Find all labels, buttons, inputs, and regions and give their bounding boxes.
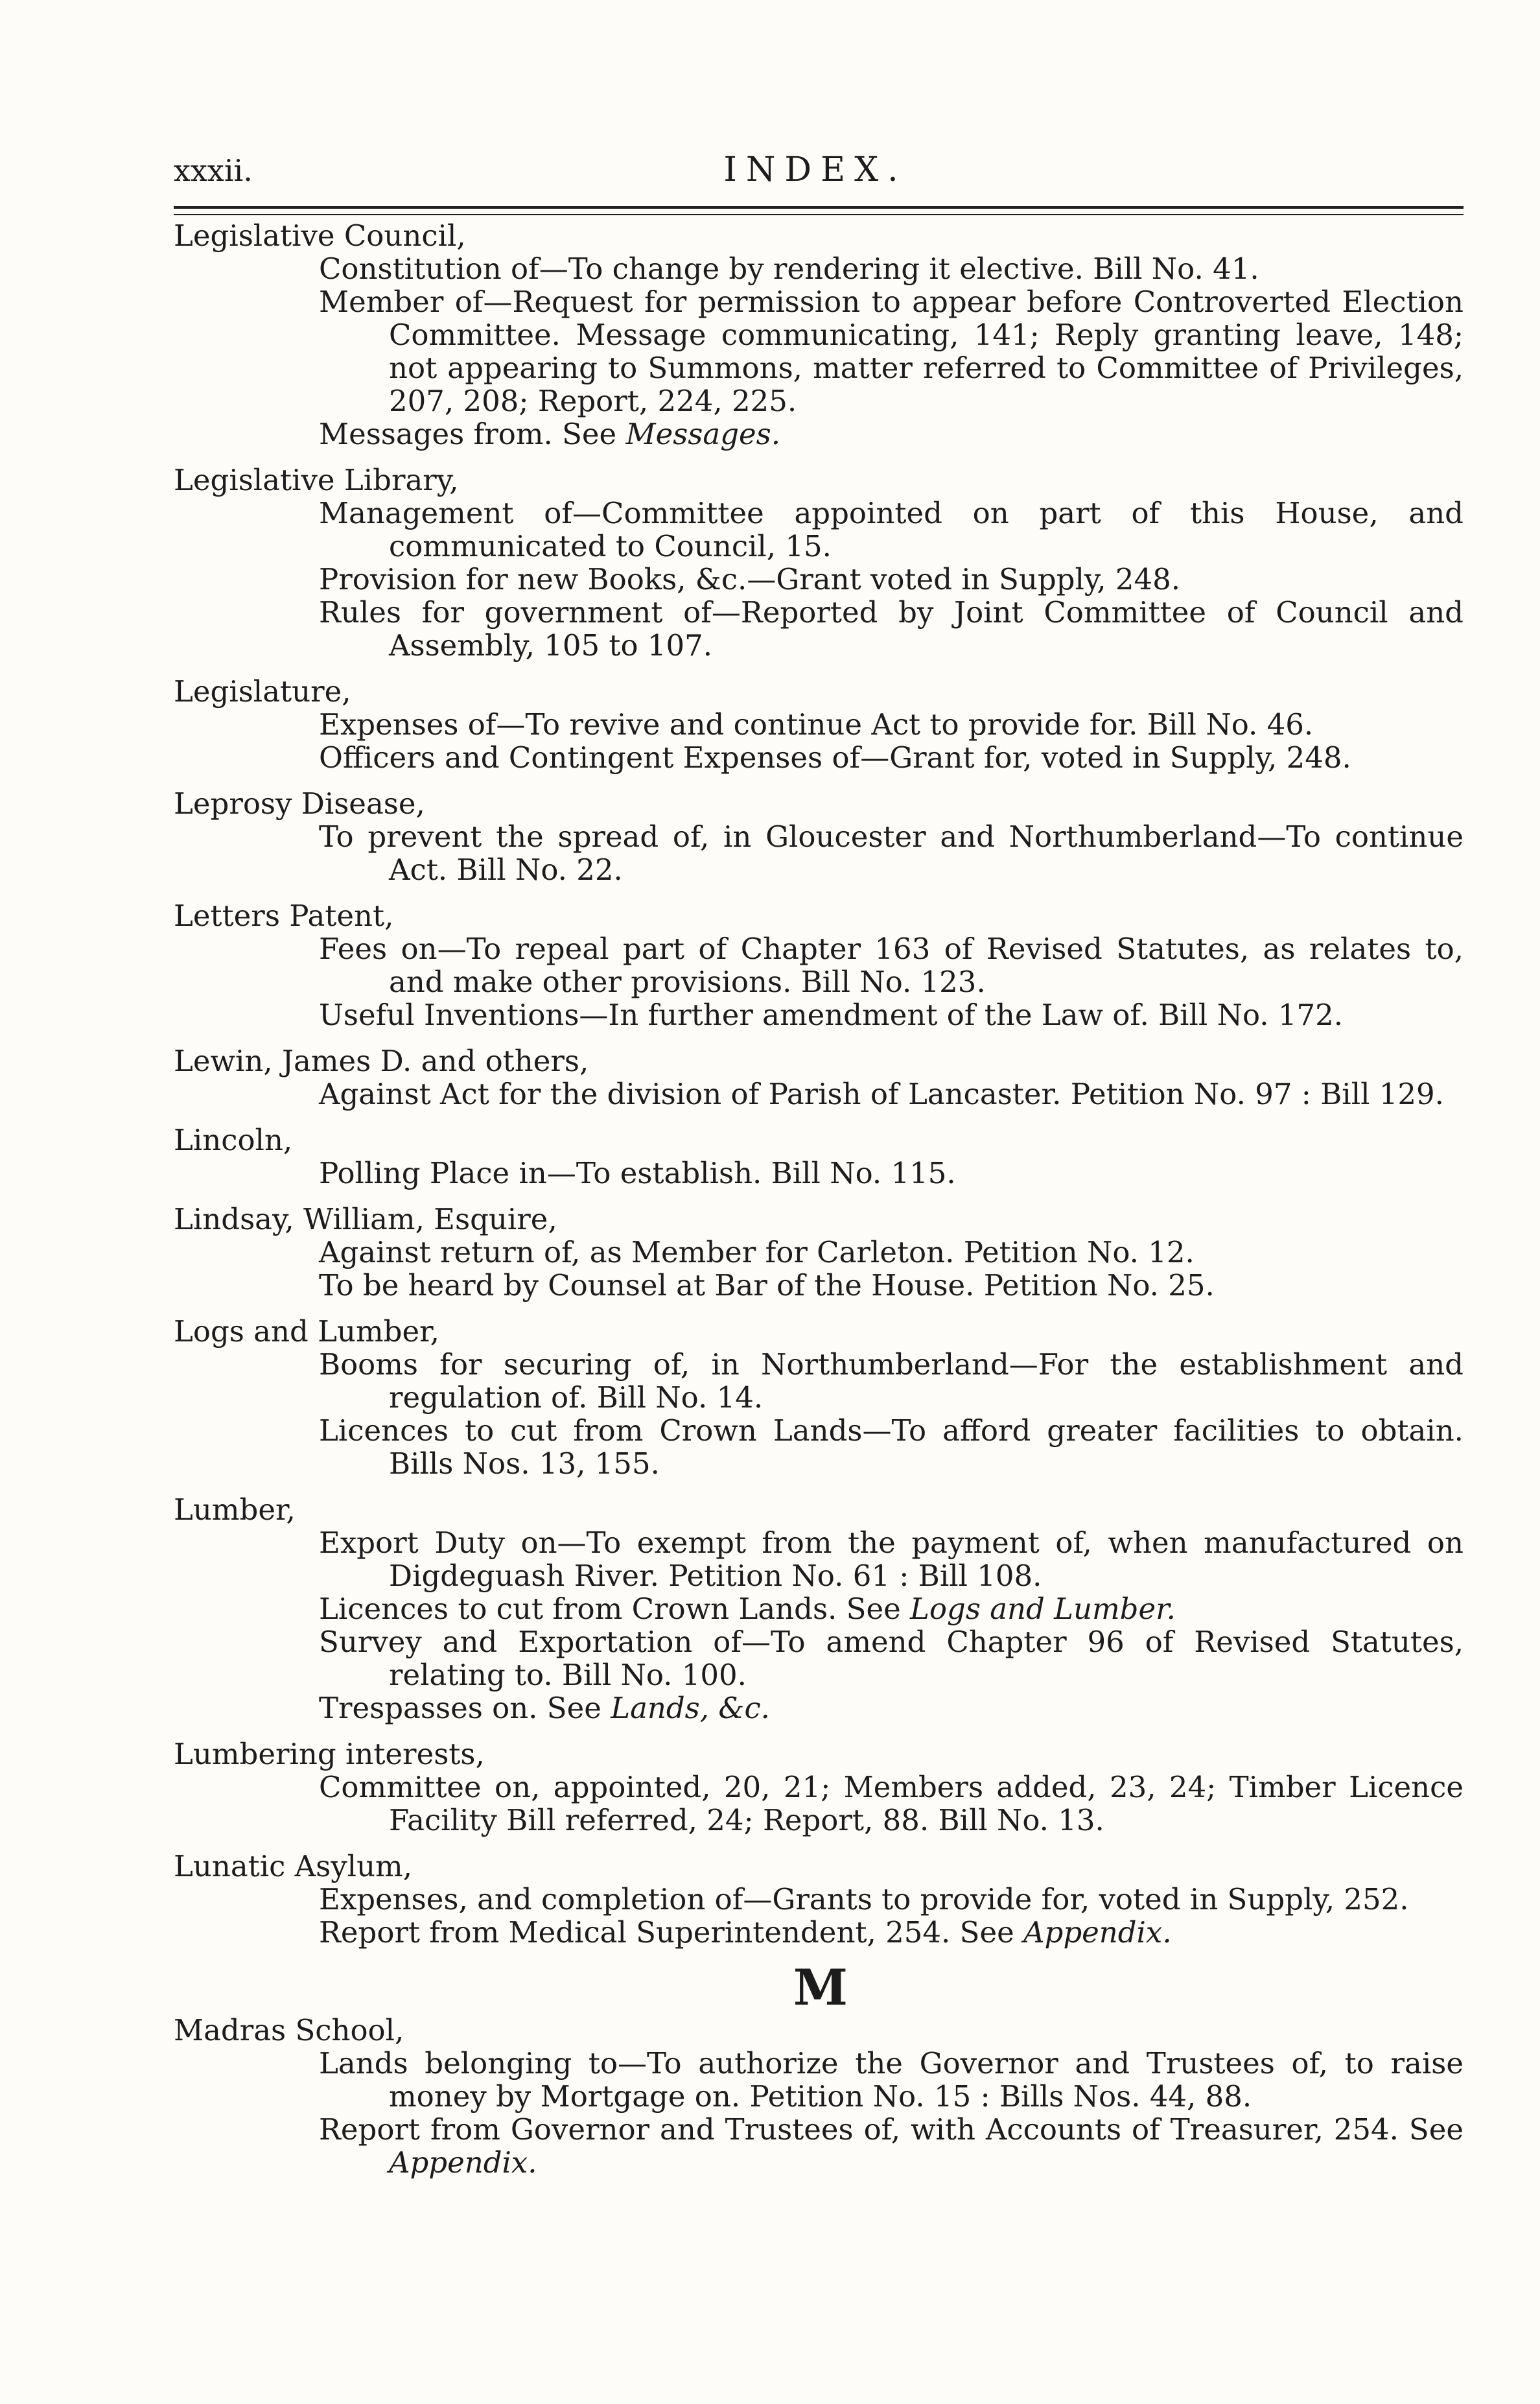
subheading-text: Trespasses on. See: [319, 1691, 611, 1725]
index-entries: [174, 219, 1464, 2192]
entry-heading: Leprosy Disease,: [174, 786, 425, 821]
subheading-text: Survey and Exportation of—To amend Chapter 96 of Revised Statutes, relating to. Bill No. 100.: [319, 1625, 1464, 1692]
entry-subheading: [319, 1883, 1464, 1916]
entry-heading: Lunatic Asylum,: [174, 1849, 413, 1883]
page-number: xxxii.: [174, 153, 253, 188]
subheading-text: Expenses, and completion of—Grants to provide for, voted in Supply, 252.: [319, 1882, 1409, 1916]
entry-heading: Legislative Council,: [174, 218, 466, 253]
subheading-text: Fees on—To repeal part of Chapter 163 of Revised Statutes, as relates to, and make other provisions. Bill No. 123.: [319, 932, 1464, 999]
entry-subheading: [319, 1526, 1464, 1592]
cross-reference: Logs and Lumber.: [910, 1592, 1176, 1626]
entry-subheading: [319, 1625, 1464, 1691]
subheading-text: Useful Inventions—In further amendment of the Law of. Bill No. 172.: [319, 998, 1344, 1032]
subheading-text: Polling Place in—To establish. Bill No. 115.: [319, 1156, 956, 1190]
entry-subheading: [319, 1691, 1464, 1725]
entry-subheading: [319, 741, 1464, 774]
entry-heading: Lumber,: [174, 1492, 296, 1527]
index-entry: [174, 787, 1464, 886]
subheading-text: Booms for securing of, in Northumberland—For the establishment and regulation of. Bill No. 14.: [319, 1347, 1464, 1415]
subheading-text: Rules for government of—Reported by Joint Committee of Council and Assembly, 105 to 107.: [319, 595, 1464, 663]
entry-subheading: [319, 1236, 1464, 1269]
entry-heading: Lindsay, William, Esquire,: [174, 1202, 557, 1236]
subheading-text: Management of—Committee appointed on part of this House, and communicated to Council, 15.: [319, 496, 1464, 563]
entry-subheading: [319, 285, 1464, 418]
entry-heading: Madras School,: [174, 2013, 404, 2047]
subheading-text: Member of—Request for permission to appear before Controverted Election Committee. Message communicating, 141; Reply granting leave, 148; not appearing to Summons, matter referred to Committee of Privileges, 207, 208; Report, 224, 225.: [319, 285, 1464, 418]
cross-reference: Lands, &c.: [611, 1691, 770, 1725]
cross-reference: Appendix.: [389, 2145, 537, 2180]
index-entry: [174, 1850, 1464, 1949]
page-title: INDEX.: [723, 150, 907, 189]
page-header: [174, 150, 1457, 198]
subheading-text: Export Duty on—To exempt from the payment of, when manufactured on Digdeguash River. Petition No. 61 : Bill 108.: [319, 1526, 1464, 1593]
subheading-text: Expenses of—To revive and continue Act to provide for. Bill No. 46.: [319, 707, 1314, 742]
subheading-text: Committee on, appointed, 20, 21; Members added, 23, 24; Timber Licence Facility Bill referred, 24; Report, 88. Bill No. 13.: [319, 1770, 1464, 1837]
cross-reference: Appendix.: [1023, 1915, 1172, 1950]
entry-subheading: [319, 1269, 1464, 1302]
index-entry: [174, 1124, 1464, 1190]
entry-subheading: [319, 596, 1464, 662]
index-entry: [174, 1044, 1464, 1111]
entry-subheading: [319, 563, 1464, 596]
header-rule-thick: [174, 206, 1464, 209]
header-rule-thin: [174, 214, 1464, 215]
entry-heading: Lumbering interests,: [174, 1737, 485, 1771]
subheading-text: Officers and Contingent Expenses of—Grant for, voted in Supply, 248.: [319, 740, 1351, 775]
index-entry: [174, 2014, 1464, 2179]
entries-l: [174, 219, 1464, 1949]
entry-subheading: [319, 1157, 1464, 1190]
index-entry: [174, 899, 1464, 1031]
entry-heading: Lewin, James D. and others,: [174, 1044, 589, 1078]
section-letter: M: [793, 1959, 845, 2016]
index-entry: [174, 219, 1464, 451]
entry-subheading: [319, 820, 1464, 886]
subheading-text: Licences to cut from Crown Lands—To afford greater facilities to obtain. Bills Nos. 13, 155.: [319, 1413, 1464, 1481]
subheading-text: Report from Medical Superintendent, 254. See: [319, 1915, 1024, 1950]
subheading-text: Against Act for the division of Parish of Lancaster. Petition No. 97 : Bill 129.: [319, 1077, 1444, 1111]
entry-subheading: [319, 708, 1464, 741]
entry-subheading: [319, 2047, 1464, 2113]
subheading-text: Licences to cut from Crown Lands. See: [319, 1592, 911, 1626]
index-entry: [174, 1493, 1464, 1725]
subheading-text: Provision for new Books, &c.—Grant voted in Supply, 248.: [319, 562, 1181, 596]
entries-m: [174, 2014, 1464, 2179]
index-entry: [174, 675, 1464, 774]
entry-subheading: [319, 1078, 1464, 1111]
entry-subheading: [319, 252, 1464, 285]
subheading-text: Report from Governor and Trustees of, with Accounts of Treasurer, 254. See: [319, 2112, 1464, 2147]
subheading-text: Against return of, as Member for Carleton. Petition No. 12.: [319, 1235, 1195, 1269]
entry-heading: Legislature,: [174, 674, 351, 709]
entry-subheading: [319, 998, 1464, 1031]
index-entry: [174, 464, 1464, 662]
entry-heading: Letters Patent,: [174, 899, 394, 933]
index-entry: [174, 1315, 1464, 1480]
entry-subheading: [319, 1916, 1464, 1949]
entry-heading: Logs and Lumber,: [174, 1314, 439, 1349]
cross-reference: Messages.: [625, 417, 781, 451]
entry-subheading: [319, 1771, 1464, 1837]
entry-subheading: [319, 2113, 1464, 2179]
subheading-text: Messages from. See: [319, 417, 626, 451]
subheading-text: To be heard by Counsel at Bar of the House. Petition No. 25.: [319, 1268, 1215, 1302]
entry-subheading: [319, 418, 1464, 451]
entry-subheading: [319, 497, 1464, 563]
subheading-text: Constitution of—To change by rendering it elective. Bill No. 41.: [319, 252, 1259, 286]
entry-heading: Legislative Library,: [174, 463, 459, 497]
entry-subheading: [319, 1414, 1464, 1480]
entry-subheading: [319, 1592, 1464, 1625]
subheading-text: To prevent the spread of, in Gloucester and Northumberland—To continue Act. Bill No. 22.: [319, 819, 1464, 887]
subheading-text: Lands belonging to—To authorize the Governor and Trustees of, to raise money by Mortgage on. Petition No. 15 : Bills Nos. 44, 88.: [319, 2046, 1464, 2114]
index-entry: [174, 1738, 1464, 1837]
index-entry: [174, 1203, 1464, 1302]
entry-heading: Lincoln,: [174, 1123, 293, 1157]
entry-subheading: [319, 932, 1464, 998]
entry-subheading: [319, 1348, 1464, 1414]
